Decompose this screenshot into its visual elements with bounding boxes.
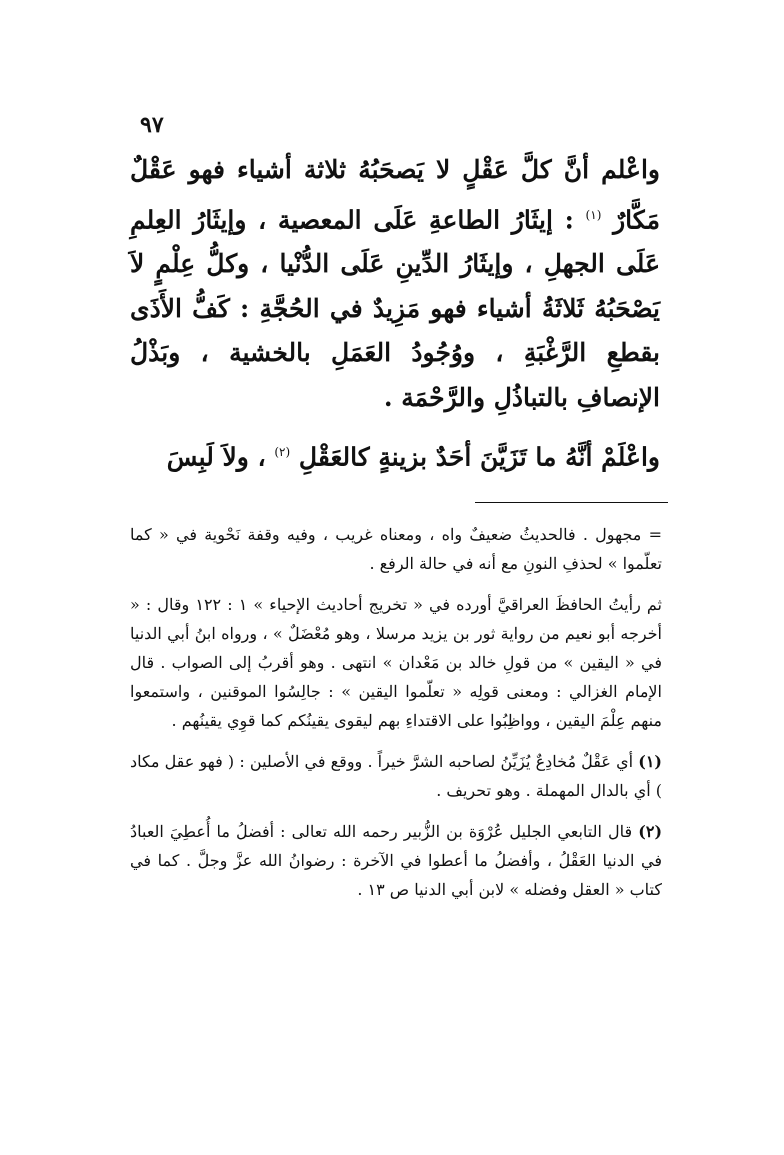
footnote-takhrij: ثم رأيتُ الحافظَ العراقيَّ أورده في « تخريج أحاديث الإحياء » ١ : ١٢٢ وقال : « أخرجه أبو نعيم من رواية ثور بن يزيد مرسلا ، وهو مُعْضَلٌ » ، ورواه ابنُ أبي الدنيا في « اليقين » من قولِ خالد بن مَعْدان » انتهى . وهو أقربُ إلى الصواب . قال الإمام الغزالي : ومعنى قولِه « تعلّموا اليقين » : جالِسُوا الموقنين ، واستمعوا منهم عِلْمَ اليقين ، وواظِبُوا على الاقتداءِ بهم ليقوى يقينُكم كما قوِي يقينُهم . bbox=[130, 595, 663, 730]
paragraph-2-opening: واعْلَمْ أنَّهُ ما تَزَيَّنَ أحَدٌ بزينةٍ كالعَقْلِ bbox=[298, 442, 660, 472]
paragraph-1-opening: واعْلم أنَّ كلَّ عَقْلٍ لا يَصحَبُهُ ثلاثة أشياء فهو عَقْلٌ مَكَّارٌ bbox=[130, 155, 660, 234]
footnote-1-number: (١) bbox=[638, 752, 662, 771]
main-paragraph-2 bbox=[130, 430, 660, 480]
footnote-2-text: قال التابعي الجليل عُرْوَة بن الزُّبير رحمه الله تعالى : أفضلُ ما أُعطِيَ العبادُ في الدنيا العَقْلُ ، وأفضلُ ما أعطوا في الآخرة : رضوانُ الله عزَّ وجلَّ . كما في كتاب « العقل وفضله » لابن أبي الدنيا ص ١٣ . bbox=[130, 822, 662, 899]
paragraph-1-continuation: : إيثَارُ الطاعةِ عَلَى المعصية ، وإيثَارُ العِلمِ عَلَى الجهلِ ، وإيثَارُ الدِّينِ عَلَى الدُّنْيا ، وكلُّ عِلْمٍ لاَ يَصْحَبُهُ ثَلاثَةُ أشياء فهو مَزِيدٌ في الحُجَّةِ : كَفُّ الأَذَى بقطعِ الرَّغْبَةِ ، ووُجُودُ العَمَلِ بالخشية ، وبَذْلُ الإنصافِ بالتباذُلِ والرَّحْمَة . bbox=[130, 204, 660, 412]
footnote-ref-1: (١) bbox=[585, 207, 602, 222]
page-number: ٩٧ bbox=[140, 112, 164, 138]
main-paragraph-1 bbox=[130, 148, 660, 420]
footnote-separator bbox=[475, 502, 668, 503]
paragraph-2-continuation: ، ولاَ لَبِسَ bbox=[166, 442, 266, 472]
main-text bbox=[130, 148, 660, 480]
footnote-2 bbox=[130, 817, 662, 904]
footnote-ref-2: (٢) bbox=[274, 445, 291, 460]
footnotes bbox=[130, 520, 662, 904]
footnote-1 bbox=[130, 747, 662, 805]
footnote-continuation: = مجهول . فالحديثُ ضعيفٌ واه ، ومعناه غريب ، وفيه وقفة نَحْوية في « كما تعلّموا » لحذفِ النونِ مع أنه في حالة الرفع . bbox=[130, 525, 662, 573]
footnote-1-text: أي عَقْلٌ مُخادِعٌ يُزَيِّنُ لصاحبه الشرَّ خيراً . ووقع في الأصلين : ( فهو عقل مكاد ) أي بالدال المهملة . وهو تحريف . bbox=[130, 752, 662, 800]
footnote-2-number: (٢) bbox=[638, 822, 663, 841]
